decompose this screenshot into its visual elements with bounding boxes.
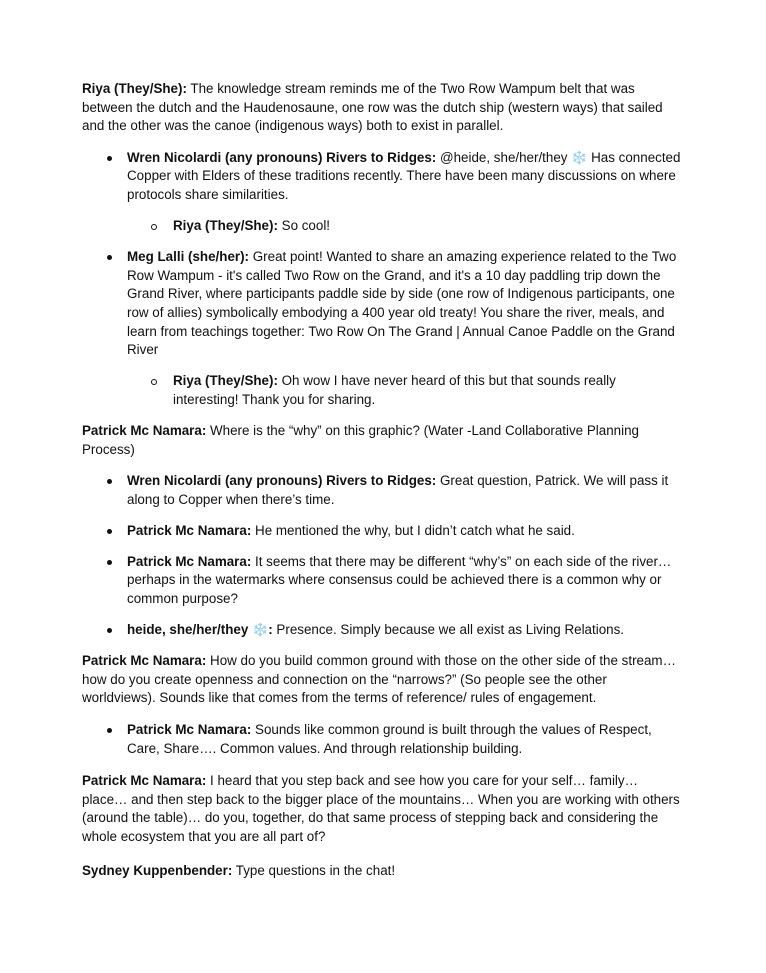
speaker-name: Wren Nicolardi (any pronouns) Rivers to Ridges: xyxy=(127,149,437,165)
speaker-name: Patrick Mc Namara: xyxy=(82,422,207,438)
speaker-name: Patrick Mc Namara: xyxy=(127,722,252,738)
speaker-name: Patrick Mc Namara: xyxy=(127,553,252,569)
speaker-name: Patrick Mc Namara: xyxy=(82,773,207,789)
reply-patrick-different-whys xyxy=(82,553,682,609)
reply-text: Oh wow I have never heard of this but that sounds really interesting! Thank you for sharing. xyxy=(173,373,616,407)
reply-text: So cool! xyxy=(277,218,331,234)
comment-sydney-questions xyxy=(82,862,682,881)
reply-text: Great point! Wanted to share an amazing experience related to the Two Row Wampum - it's called Two Row on the Grand, and it's a 10 day paddling trip down the Grand River, where participants paddle side by side (one row of Indigenous participants, one row of allies) symbolically embodying a 400 year old treaty! You share the river, meals, and learn from teachings together: Two Row On The Grand | Annual Canoe Paddle on the Grand River xyxy=(127,249,677,358)
reply-text: Great question, Patrick. We will pass it along to Copper when there’s time. xyxy=(127,473,669,507)
replies-list xyxy=(82,472,682,640)
snowflake-icon: ❄️ xyxy=(571,149,588,165)
comment-patrick-common-ground xyxy=(82,652,682,708)
replies-list xyxy=(82,721,682,758)
speaker-name: Riya (They/She): xyxy=(82,81,187,96)
comment-patrick-step-back xyxy=(82,772,682,846)
reply-heide-presence xyxy=(82,621,682,640)
reply-text: Presence. Simply because we all exist as Living Relations. xyxy=(272,622,625,638)
speaker-name: heide, she/her/they xyxy=(127,622,249,638)
snowflake-icon: ❄️ xyxy=(252,622,269,638)
speaker-name: Patrick Mc Namara: xyxy=(82,653,207,669)
comment-text: I heard that you step back and see how you care for your self… family… place… and then step back to the bigger place of the mountains… When you are working with others (around the table)… do you, together, do that same process of stepping back and considering the whole ecosystem that you are all part of? xyxy=(82,773,680,844)
reply-patrick-values xyxy=(82,721,682,758)
speaker-name: Riya (They/She): xyxy=(173,373,278,389)
subreply-riya-so-cool xyxy=(82,217,682,236)
reply-wren-connected xyxy=(82,149,682,205)
reply-text: Sounds like common ground is built through the values of Respect, Care, Share…. Common values. And through relationship building. xyxy=(127,722,652,756)
reply-patrick-mentioned xyxy=(82,522,682,541)
speaker-name: Sydney Kuppenbender: xyxy=(82,862,233,878)
reply-text: It seems that there may be different “why’s” on each side of the river… perhaps in the watermarks where consensus could be achieved there is a common why or common purpose? xyxy=(127,553,672,607)
comment-patrick-why xyxy=(82,422,682,459)
document-page xyxy=(82,80,682,893)
comment-riya-two-row xyxy=(82,80,682,136)
speaker-name: Wren Nicolardi (any pronouns) Rivers to Ridges: xyxy=(127,473,437,489)
reply-meg-two-row-grand xyxy=(82,248,682,360)
speaker-name: Meg Lalli (she/her): xyxy=(127,249,250,265)
comment-text: Type questions in the chat! xyxy=(232,862,396,878)
comment-text: How do you build common ground with those on the other side of the stream… how do you create openness and connection on the “narrows?” (So people see the other worldviews). Sounds like that comes from the terms of reference/ rules of engagement. xyxy=(82,653,676,706)
speaker-colon: : xyxy=(268,622,273,638)
reply-wren-great-question xyxy=(82,472,682,509)
reply-text: @heide, she/her/they xyxy=(436,149,572,165)
speaker-name: Patrick Mc Namara: xyxy=(127,522,252,538)
reply-text: Has connected Copper with Elders of these traditions recently. There have been many discussions on where protocols share similarities. xyxy=(127,149,681,202)
comment-text: The knowledge stream reminds me of the Two Row Wampum belt that was between the dutch and the Haudenosaune, one row was the dutch ship (western ways) that sailed and the other was the canoe (indigenous ways) both to exist in parallel. xyxy=(82,81,663,134)
reply-text: He mentioned the why, but I didn’t catch what he said. xyxy=(251,522,575,538)
speaker-name: Riya (They/She): xyxy=(173,218,278,234)
replies-list xyxy=(82,149,682,410)
comment-text: Where is the “why” on this graphic? (Water -Land Collaborative Planning Process) xyxy=(82,422,639,457)
subreply-riya-oh-wow xyxy=(82,372,682,409)
